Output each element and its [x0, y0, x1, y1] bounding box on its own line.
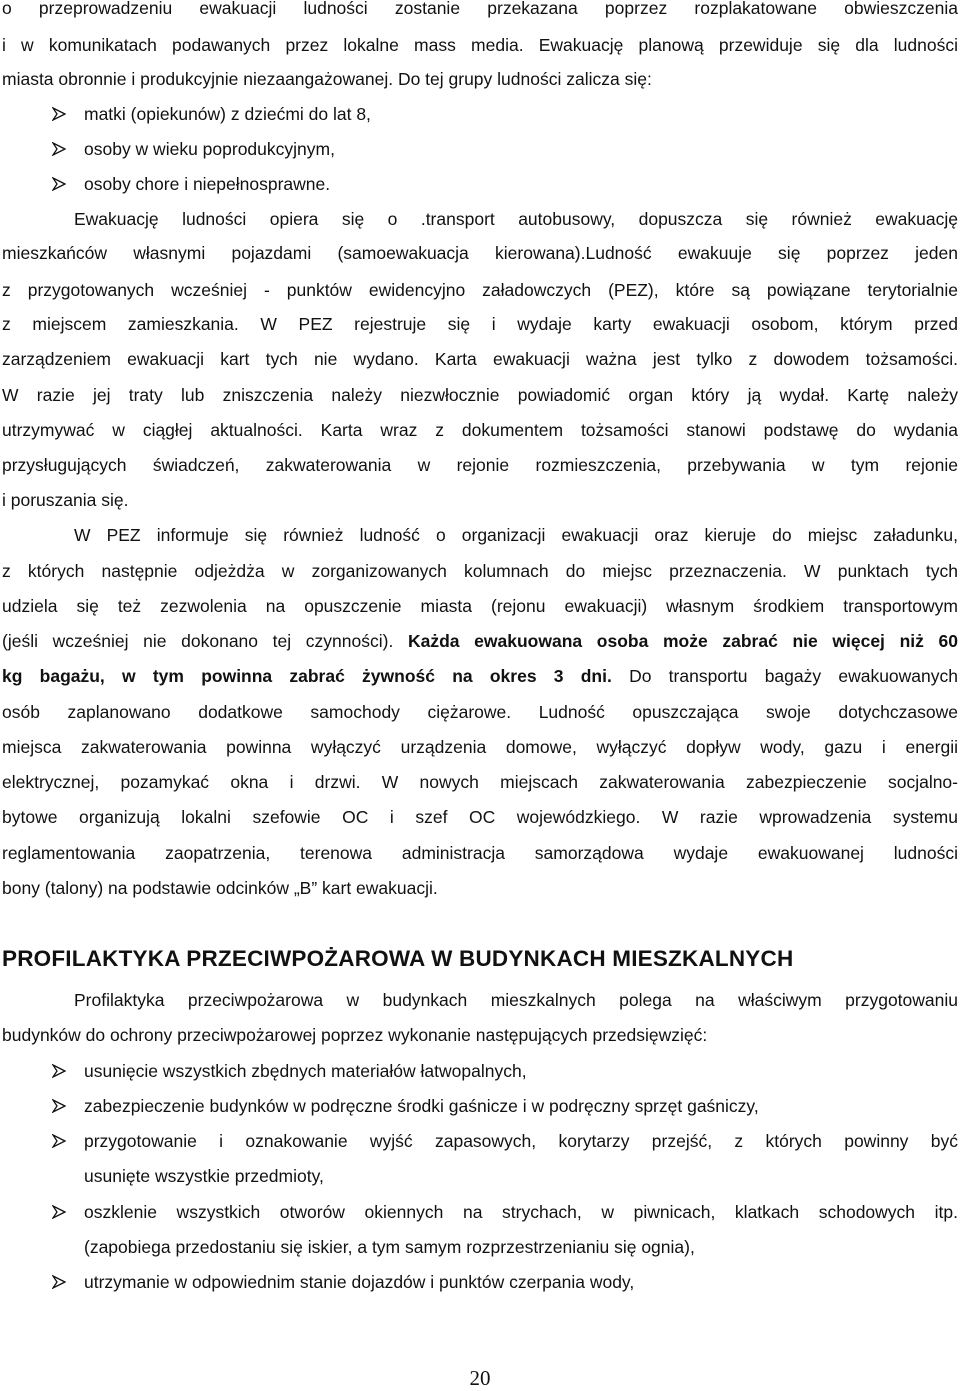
paragraph-text: (jeśli wcześniej nie dokonano tej czynności).	[2, 631, 408, 651]
list-item-text: przygotowanie i oznakowanie wyjść zapasowych, korytarzy przejść, z których powinny być	[84, 1131, 958, 1151]
list-item	[52, 174, 958, 194]
arrowhead-bullet-icon	[52, 1064, 66, 1078]
paragraph-line: z miejscem zamieszkania. W PEZ rejestruje się i wydaje karty ewakuacji osobom, którym przed	[2, 314, 958, 334]
list-item-text: matki (opiekunów) z dziećmi do lat 8,	[84, 104, 371, 124]
paragraph-line	[2, 631, 958, 651]
list-item-text: oszklenie wszystkich otworów okiennych na strychach, w piwnicach, klatkach schodowych itp.	[84, 1202, 958, 1222]
paragraph-line: udziela się też zezwolenia na opuszczenie miasta (rejonu ewakuacji) własnym środkiem transportowym	[2, 596, 958, 616]
section-heading: PROFILAKTYKA PRZECIWPOŻAROWA W BUDYNKACH MIESZKALNYCH	[2, 946, 794, 971]
paragraph-line: i w komunikatach podawanych przez lokalne mass media. Ewakuację planową przewiduje się dla ludności	[2, 35, 958, 55]
list-item	[52, 1202, 958, 1222]
paragraph-line: budynków do ochrony przeciwpożarowej poprzez wykonanie następujących przedsięwzięć:	[2, 1025, 708, 1045]
paragraph-line: przysługujących świadczeń, zakwaterowania w rejonie rozmieszczenia, przebywania w tym rejonie	[2, 455, 958, 475]
list-item	[52, 104, 958, 124]
page-number: 20	[469, 1366, 491, 1390]
paragraph-line: Profilaktyka przeciwpożarowa w budynkach mieszkalnych polega na właściwym przygotowaniu	[74, 990, 958, 1010]
paragraph-line: mieszkańców własnymi pojazdami (samoewakuacja kierowana).Ludność ewakuuje się poprzez jeden	[2, 243, 958, 263]
paragraph-line: miejsca zakwaterowania powinna wyłączyć urządzenia domowe, wyłączyć dopływ wody, gazu i energii	[2, 737, 958, 757]
list-item-continuation	[52, 1237, 958, 1257]
paragraph-line: z przygotowanych wcześniej - punktów ewidencyjno załadowczych (PEZ), które są powiązane terytorialnie	[2, 280, 958, 300]
list-item-text: usunięte wszystkie przedmioty,	[84, 1166, 324, 1186]
paragraph-line: utrzymywać w ciągłej aktualności. Karta wraz z dokumentem tożsamości stanowi podstawę do wydania	[2, 420, 958, 440]
paragraph-line: elektrycznej, pozamykać okna i drzwi. W nowych miejscach zakwaterowania zabezpieczenie socjalno-	[2, 772, 958, 792]
arrowhead-bullet-icon	[52, 1275, 66, 1289]
list-item-text: osoby chore i niepełnosprawne.	[84, 174, 331, 194]
paragraph-line: reglamentowania zaopatrzenia, terenowa administracja samorządowa wydaje ewakuowanej ludności	[2, 843, 958, 863]
list-item-text: utrzymanie w odpowiednim stanie dojazdów i punktów czerpania wody,	[84, 1272, 635, 1292]
list-item	[52, 1272, 958, 1292]
list-item	[52, 139, 958, 159]
arrowhead-bullet-icon	[52, 1205, 66, 1219]
paragraph-line: Ewakuację ludności opiera się o .transport autobusowy, dopuszcza się również ewakuację	[74, 209, 958, 229]
paragraph-line: W razie jej traty lub zniszczenia należy niezwłocznie powiadomić organ który ją wydał. Kartę należy	[2, 385, 958, 405]
list-item-text: osoby w wieku poprodukcyjnym,	[84, 139, 335, 159]
bold-emphasis: Każda ewakuowana osoba może zabrać nie więcej niż 60	[407, 631, 958, 651]
paragraph-line: bony (talony) na podstawie odcinków „B” kart ewakuacji.	[2, 878, 438, 898]
paragraph-text: Do transportu bagaży ewakuowanych	[611, 666, 959, 686]
arrowhead-bullet-icon	[52, 142, 66, 156]
list-item-text: usunięcie wszystkich zbędnych materiałów łatwopalnych,	[84, 1061, 527, 1081]
list-item-text: (zapobiega przedostaniu się iskier, a tym samym rozprzestrzenianiu się ognia),	[84, 1237, 695, 1257]
arrowhead-bullet-icon	[52, 1134, 66, 1148]
paragraph-line: miasta obronnie i produkcyjnie niezaangażowanej. Do tej grupy ludności zalicza się:	[2, 69, 652, 89]
list-item	[52, 1061, 958, 1081]
arrowhead-bullet-icon	[52, 1099, 66, 1113]
list-item-text: zabezpieczenie budynków w podręczne środki gaśnicze i w podręczny sprzęt gaśniczy,	[84, 1096, 759, 1116]
paragraph-line: zarządzeniem ewakuacji kart tych nie wydano. Karta ewakuacji ważna jest tylko z dowodem tożsamości.	[2, 349, 958, 369]
paragraph-line: i poruszania się.	[2, 490, 129, 510]
paragraph-line	[2, 666, 958, 686]
paragraph-line: z których następnie odjeżdża w zorganizowanych kolumnach do miejsc przeznaczenia. W punktach tych	[2, 561, 958, 581]
list-item	[52, 1131, 958, 1151]
bold-emphasis: kg bagażu, w tym powinna zabrać żywność na okres 3 dni.	[2, 666, 612, 686]
paragraph-line: o przeprowadzeniu ewakuacji ludności zostanie przekazana poprzez rozplakatowane obwieszczenia	[2, 0, 958, 18]
arrowhead-bullet-icon	[52, 107, 66, 121]
list-item	[52, 1096, 958, 1116]
list-item-continuation	[52, 1166, 958, 1186]
arrowhead-bullet-icon	[52, 177, 66, 191]
paragraph-line: W PEZ informuje się również ludność o organizacji ewakuacji oraz kieruje do miejsc załadunku,	[74, 525, 958, 545]
paragraph-line: bytowe organizują lokalni szefowie OC i szef OC wojewódzkiego. W razie wprowadzenia systemu	[2, 807, 958, 827]
paragraph-line: osób zaplanowano dodatkowe samochody ciężarowe. Ludność opuszczająca swoje dotychczasowe	[2, 702, 958, 722]
